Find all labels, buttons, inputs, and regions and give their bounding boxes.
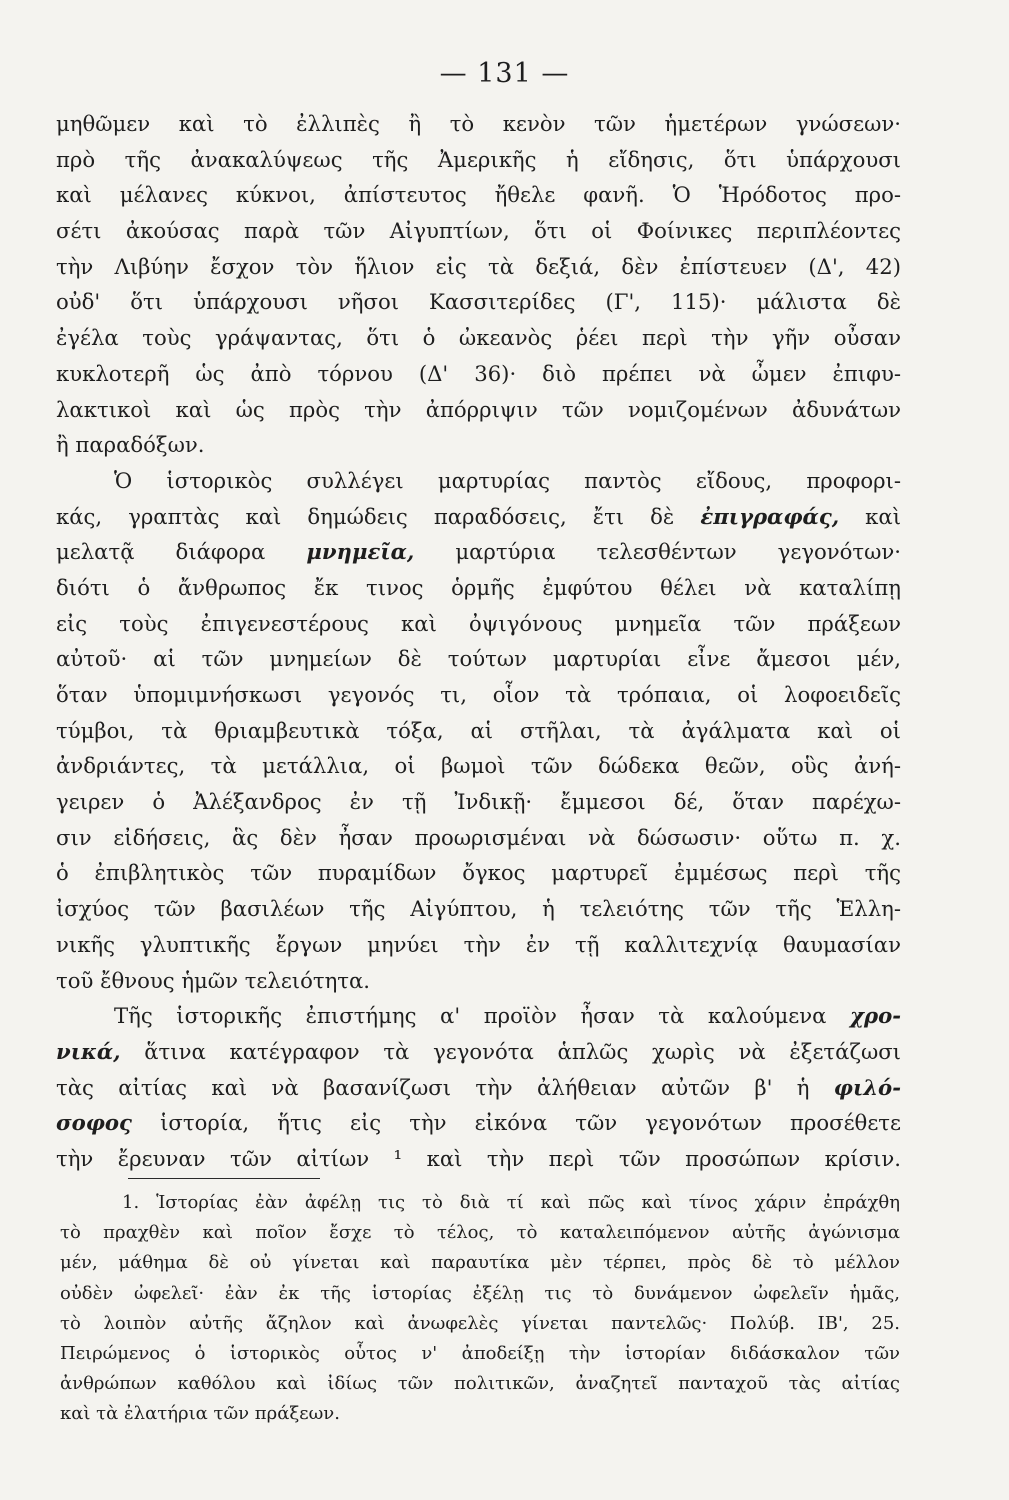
text-line: τύμβοι, τὰ θριαμβευτικὰ τόξα, αἱ στῆλαι, τὰ ἀγάλματα καὶ οἱ (56, 717, 901, 743)
text-line: Ὁ ἱστορικὸς συλλέγει μαρτυρίας παντὸς εἴδους, προφορι- (114, 467, 901, 493)
footnote-line: μέν, μάθημα δὲ οὐ γίνεται καὶ παραυτίκα μὲν τέρπει, πρὸς δὲ τὸ μέλλον (60, 1252, 900, 1274)
text-line (56, 1034, 901, 1070)
text-line: κυκλοτερῆ ὡς ἀπὸ τόρνου (Δ' 36)· διὸ πρέπει νὰ ὦμεν ἐπιφυ- (56, 360, 901, 386)
text-line: καὶ μέλανες κύκνοι, ἀπίστευτος ἤθελε φανῆ. Ὁ Ἡρόδοτος προ- (56, 182, 901, 208)
text-line (56, 499, 901, 535)
text-line: διότι ὁ ἄνθρωπος ἔκ τινος ὁρμῆς ἐμφύτου θέλει νὰ καταλίπῃ (56, 574, 901, 600)
text-line: τὴν Λιβύην ἔσχον τὸν ἥλιον εἰς τὰ δεξιά, δὲν ἐπίστευεν (Δ', 42) (56, 253, 901, 279)
text-line: πρὸ τῆς ἀνακαλύψεως τῆς Ἀμερικῆς ἡ εἴδησις, ὅτι ὑπάρχουσι (56, 146, 901, 172)
text-line: ἰσχύος τῶν βασιλέων τῆς Αἰγύπτου, ἡ τελειότης τῶν τῆς Ἑλλη- (56, 896, 901, 922)
text-line: νικῆς γλυπτικῆς ἔργων μηνύει τὴν ἐν τῇ καλλιτεχνίᾳ θαυμασίαν (56, 931, 901, 957)
text-line (56, 1070, 901, 1106)
footnote-line: Πειρώμενος ὁ ἱστορικὸς οὗτος ν' ἀποδείξῃ τὴν ἱστορίαν διδάσκαλον τῶν (60, 1342, 900, 1364)
emphasized-term: χρο- (850, 1003, 901, 1029)
footnote-line: τὸ πραχθὲν καὶ ποῖον ἔσχε τὸ τέλος, τὸ καταλειπόμενον αὐτῆς ἀγώνισμα (60, 1222, 900, 1244)
text-line: ὁ ἐπιβλητικὸς τῶν πυραμίδων ὄγκος μαρτυρεῖ ἐμμέσως περὶ τῆς (56, 860, 901, 886)
text-line: λακτικοὶ καὶ ὡς πρὸς τὴν ἀπόρριψιν τῶν νομιζομένων ἀδυνάτων (56, 396, 901, 422)
text-line: οὐδ' ὅτι ὑπάρχουσι νῆσοι Κασσιτερίδες (Γ', 115)· μάλιστα δὲ (56, 289, 901, 315)
text-run: τὰς αἰτίας καὶ νὰ βασανίζωσι τὴν ἀλήθειαν αὐτῶν β' ἡ (56, 1074, 834, 1100)
emphasized-term: ἐπιγραφάς, (700, 503, 840, 529)
text-line: εἰς τοὺς ἐπιγενεστέρους καὶ ὀψιγόνους μνημεῖα τῶν πράξεων (56, 610, 901, 636)
text-run: μαρτύρια τελεσθέντων γεγονότων· (414, 539, 901, 565)
footnote-line: καὶ τὰ ἐλατήρια τῶν πράξεων. (60, 1403, 340, 1425)
text-run: κάς, γραπτὰς καὶ δημώδεις παραδόσεις, ἔτι δὲ (56, 503, 701, 529)
text-line: ἀνδριάντες, τὰ μετάλλια, οἱ βωμοὶ τῶν δώδεκα θεῶν, οὓς ἀνή- (56, 753, 901, 779)
text-line (56, 534, 901, 570)
body-text (56, 106, 901, 1177)
footnotes (60, 1188, 900, 1430)
footnote-line: τὸ λοιπὸν αὐτῆς ἄζηλον καὶ ἀνωφελὲς γίνεται παντελῶς· Πολύβ. ΙΒ', 25. (60, 1312, 900, 1334)
text-line: γειρεν ὁ Ἀλέξανδρος ἐν τῇ Ἰνδικῇ· ἔμμεσοι δέ, ὅταν παρέχω- (56, 789, 901, 815)
text-run: μελατᾷ διάφορα (56, 539, 307, 565)
emphasized-term: μνημεῖα, (306, 539, 415, 565)
footnote-separator (128, 1178, 320, 1179)
text-line (56, 1105, 901, 1141)
text-line: ὅταν ὑπομιμνήσκωσι γεγονός τι, οἷον τὰ τρόπαια, οἱ λοφοειδεῖς (56, 682, 901, 707)
text-line: τὴν ἔρευναν τῶν αἰτίων ¹ καὶ τὴν περὶ τῶν προσώπων κρίσιν. (56, 1145, 901, 1171)
footnote-line: ἀνθρώπων καθόλου καὶ ἰδίως τῶν πολιτικῶν, ἀναζητεῖ πανταχοῦ τὰς αἰτίας (60, 1373, 900, 1395)
text-run: καὶ (839, 503, 902, 529)
text-line: μηθῶμεν καὶ τὸ ἐλλιπὲς ἢ τὸ κενὸν τῶν ἡμετέρων γνώσεων· (56, 111, 901, 136)
footnote-line: 1. Ἱστορίας ἐὰν ἀφέλῃ τις τὸ διὰ τί καὶ πῶς καὶ τίνος χάριν ἐπράχθη (122, 1192, 900, 1213)
text-run: ἅτινα κατέγραφον τὰ γεγονότα ἁπλῶς χωρὶς νὰ ἐξετάζωσι (120, 1038, 901, 1064)
text-line: ἢ παραδόξων. (56, 432, 205, 458)
text-line: ἐγέλα τοὺς γράψαντας, ὅτι ὁ ὠκεανὸς ῥέει περὶ τὴν γῆν οὖσαν (56, 325, 901, 351)
text-line: σέτι ἀκούσας παρὰ τῶν Αἰγυπτίων, ὅτι οἱ Φοίνικες περιπλέοντες (56, 218, 901, 244)
emphasized-term: νικά, (56, 1038, 121, 1064)
page-number: — 131 — (439, 58, 570, 89)
text-run: Τῆς ἱστορικῆς ἐπιστήμης α' προϊὸν ἦσαν τὰ καλούμενα (114, 1003, 851, 1029)
text-line (56, 998, 901, 1034)
text-line: τοῦ ἔθνους ἡμῶν τελειότητα. (56, 967, 371, 993)
text-line: αὐτοῦ· αἱ τῶν μνημείων δὲ τούτων μαρτυρίαι εἶνε ἄμεσοι μέν, (56, 646, 901, 672)
footnote-line: οὐδὲν ὠφελεῖ· ἐὰν ἐκ τῆς ἱστορίας ἐξέλῃ τις τὸ δυνάμενον ὠφελεῖν ἡμᾶς, (60, 1282, 900, 1304)
emphasized-term: σοφος (56, 1110, 132, 1136)
text-line: σιν εἰδήσεις, ἃς δὲν ἦσαν προωρισμέναι νὰ δώσωσιν· οὕτω π. χ. (56, 824, 901, 850)
emphasized-term: φιλό- (833, 1074, 901, 1100)
text-run: ἱστορία, ἥτις εἰς τὴν εἰκόνα τῶν γεγονότων προσέθετε (131, 1110, 901, 1136)
